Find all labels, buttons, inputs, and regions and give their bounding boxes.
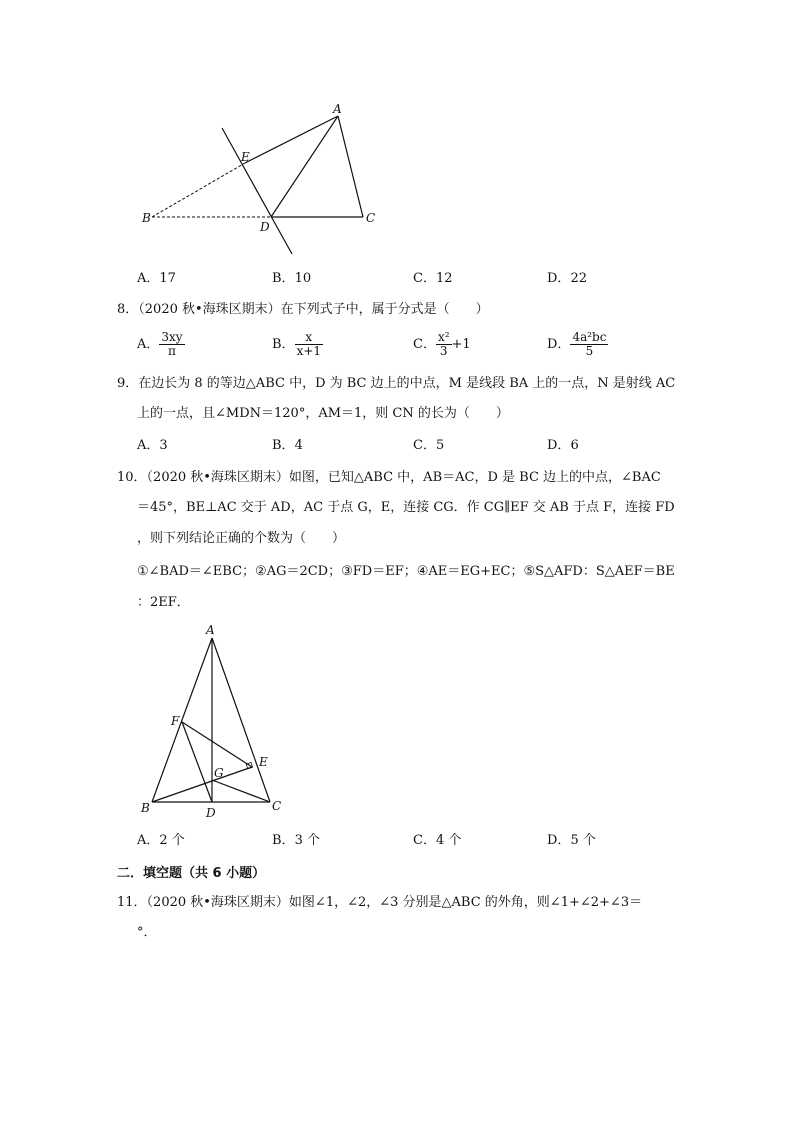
segment-be xyxy=(152,767,252,802)
q9-line1: 9．在边长为 8 的等边△ABC 中，D 为 BC 边上的中点，M 是线段 BA 上的一点，N 是射线 AC xyxy=(117,376,676,391)
fold-line xyxy=(222,128,292,254)
label-e: E xyxy=(259,755,268,769)
q11-line2: °． xyxy=(137,925,157,940)
label-a: A xyxy=(206,623,215,637)
q8-option-d: D． $\frac{\text{4a²bc}}{5}$ xyxy=(547,330,607,358)
q7-option-c: C．12 xyxy=(413,271,453,286)
q10-option-d: D．5 个 xyxy=(547,833,596,848)
q8-option-a: A． $\frac{3xy}{\pi}$ xyxy=(137,330,183,358)
q10-line1: 10．（2020 秋•海珠区期末）如图，已知△ABC 中，AB＝AC，D 是 BC 边上的中点，∠BAC xyxy=(117,470,661,485)
q8-option-c: C． $\frac{\text{x²}}{3}$ +1 xyxy=(413,330,471,358)
q10-line4: ①∠BAD＝∠EBC；②AG＝2CD；③FD＝EF；④AE＝EG+EC；⑤S△AFD：S△AEF＝BE xyxy=(137,564,675,579)
q9-option-a: A．3 xyxy=(137,438,168,453)
q8-option-b: B． $\frac{x}{x+1}$ xyxy=(272,330,322,358)
label-d: D xyxy=(206,806,216,820)
q9-option-b: B．4 xyxy=(272,438,303,453)
label-a: A xyxy=(333,102,342,116)
label-e: E xyxy=(241,150,250,164)
q9-option-d: D．6 xyxy=(547,438,579,453)
figure-triangle-fold xyxy=(130,95,400,265)
q7-option-d: D．22 xyxy=(547,271,587,286)
side-ad xyxy=(271,116,338,217)
q9-option-c: C．5 xyxy=(413,438,445,453)
label-g: G xyxy=(214,766,224,780)
q10-line2: ＝45°，BE⊥AC 交于 AD，AC 于点 G，E，连接 CG．作 CG∥EF 交 AB 于点 F，连接 FD xyxy=(137,500,675,515)
side-ac xyxy=(338,116,363,217)
section-heading: 二．填空题（共 6 小题） xyxy=(117,866,266,881)
label-c: C xyxy=(272,799,282,813)
label-b: B xyxy=(141,801,150,815)
q10-option-b: B．3 个 xyxy=(272,833,320,848)
figure-isosceles-triangle xyxy=(135,620,295,825)
dashed-be xyxy=(152,163,245,217)
q10-line5: ：2EF． xyxy=(137,595,190,610)
q11-line1: 11．（2020 秋•海珠区期末）如图∠1，∠2，∠3 分别是△ABC 的外角，则∠1+∠2+∠3＝ xyxy=(117,895,643,910)
q10-option-a: A．2 个 xyxy=(137,833,185,848)
q7-option-b: B．10 xyxy=(272,271,312,286)
label-c: C xyxy=(366,211,376,225)
q7-option-a: A．17 xyxy=(137,271,176,286)
q10-line3: ，则下列结论正确的个数为（ ） xyxy=(137,531,346,546)
label-b: B xyxy=(142,211,151,225)
q9-line2: 上的一点，且∠MDN＝120°，AM＝1，则 CN 的长为（ ） xyxy=(137,406,509,421)
q10-option-c: C．4 个 xyxy=(413,833,462,848)
segment-gc xyxy=(212,780,270,802)
side-ea xyxy=(245,116,338,163)
segment-fe xyxy=(182,722,252,767)
q8-text: 8．（2020 秋•海珠区期末）在下列式子中，属于分式是（ ） xyxy=(117,302,489,317)
label-f: F xyxy=(171,714,180,728)
label-d: D xyxy=(260,220,270,234)
